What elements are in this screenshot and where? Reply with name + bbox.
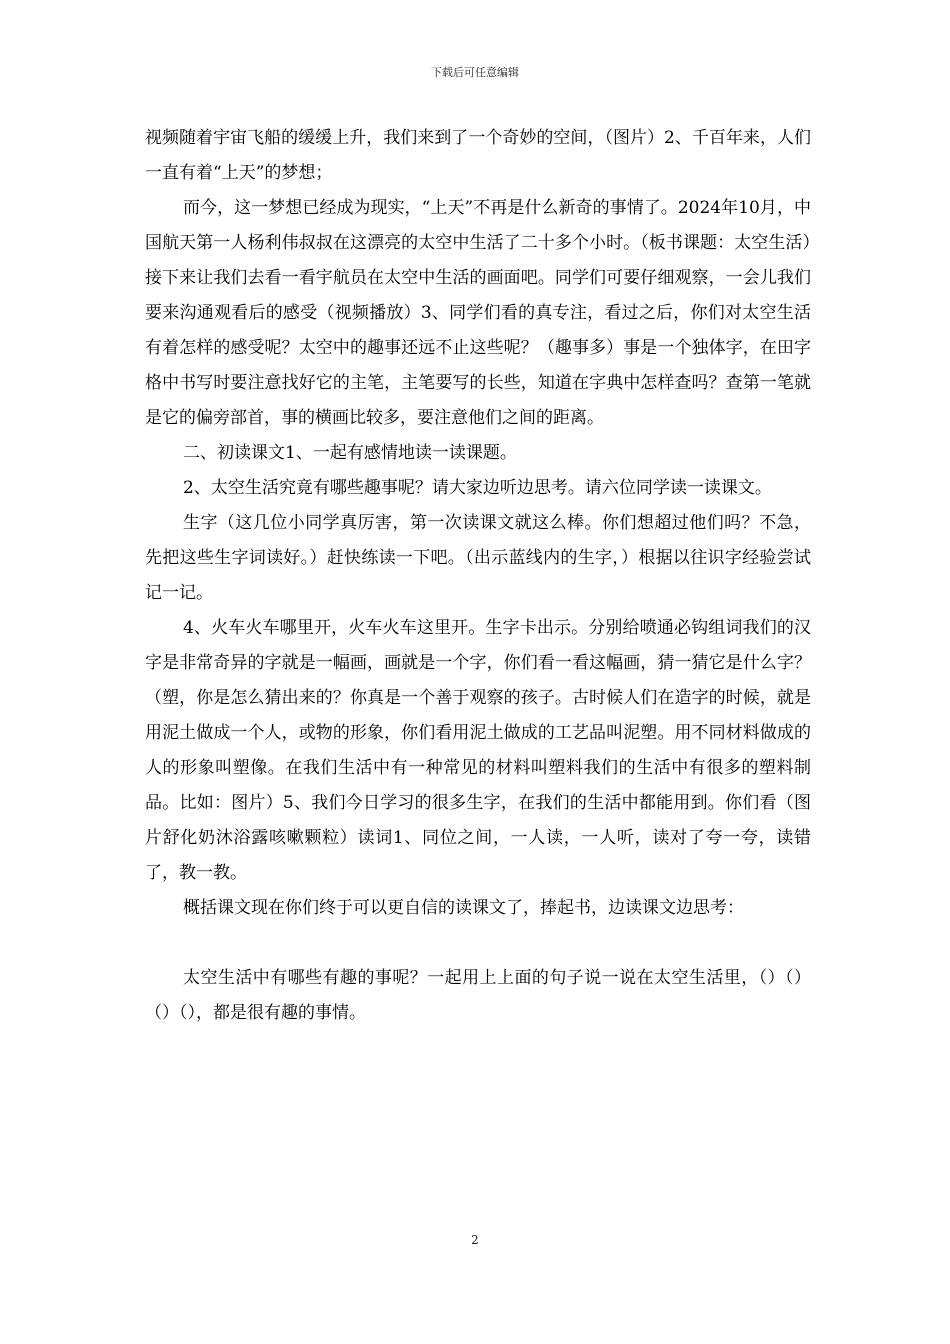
- paragraph-gap: [145, 926, 811, 961]
- page-number: 2: [471, 1233, 479, 1247]
- paragraph-8: 太空生活中有哪些有趣的事呢？一起用上上面的句子说一说在太空生活里，（）（）（）（），都是很有趣的事情。: [145, 968, 811, 1023]
- paragraph-1: 视频随着宇宙飞船的缓缓上升，我们来到了一个奇妙的空间，（图片）2、千百年来，人们一直有着“上天”的梦想；: [145, 128, 811, 183]
- paragraph-6: 4、火车火车哪里开，火车火车这里开。生字卡出示。分别给喷通必钩组词我们的汉字是非常奇异的字就是一幅画，画就是一个字，你们看一看这幅画，猜一猜它是什么字？（塑，你是怎么猜出来的？你真是一个善于观察的孩子。古时候人们在造字的时候，就是用泥土做成一个人，或物的形象，你们看用泥土做成的工艺品叫泥塑。用不同材料做成的人的形象叫塑像。在我们生活中有一种常见的材料叫塑料我们的生活中有很多的塑料制品。比如：图片）5、我们今日学习的很多生字，在我们的生活中都能用到。你们看（图片舒化奶沐浴露咳嗽颗粒）读词1、同位之间，一人读，一人听，读对了夸一夸，读错了，教一教。: [145, 618, 811, 883]
- paragraph-2: 而今，这一梦想已经成为现实，“上天”不再是什么新奇的事情了。2024年10月，中国航天第一人杨利伟叔叔在这漂亮的太空中生活了二十多个小时。（板书课题：太空生活）接下来让我们去看一看宇航员在太空中生活的画面吧。同学们可要仔细观察，一会儿我们要来沟通观看后的感受（视频播放）3、同学们看的真专注，看过之后，你们对太空生活有着怎样的感受呢？太空中的趣事还远不止这些呢？（趣事多）事是一个独体字，在田字格中书写时要注意找好它的主笔，主笔要写的长些，知道在字典中怎样查吗？查第一笔就是它的偏旁部首，事的横画比较多，要注意他们之间的距离。: [145, 198, 811, 428]
- paragraph-3: 二、初读课文1、一起有感情地读一读课题。: [183, 443, 517, 463]
- paragraph-4: 2、太空生活究竟有哪些趣事呢？请大家边听边思考。请六位同学读一读课文。: [183, 478, 772, 498]
- paragraph-5: 生字（这几位小同学真厉害，第一次读课文就这么棒。你们想超过他们吗？不急，先把这些生字词读好。）赶快练读一下吧。（出示蓝线内的生字，）根据以往识字经验尝试记一记。: [145, 513, 811, 603]
- paragraph-7: 概括课文现在你们终于可以更自信的读课文了，捧起书，边读课文边思考：: [183, 898, 744, 918]
- document-body: [145, 121, 811, 1031]
- page-header: 下载后可任意编辑: [431, 66, 519, 79]
